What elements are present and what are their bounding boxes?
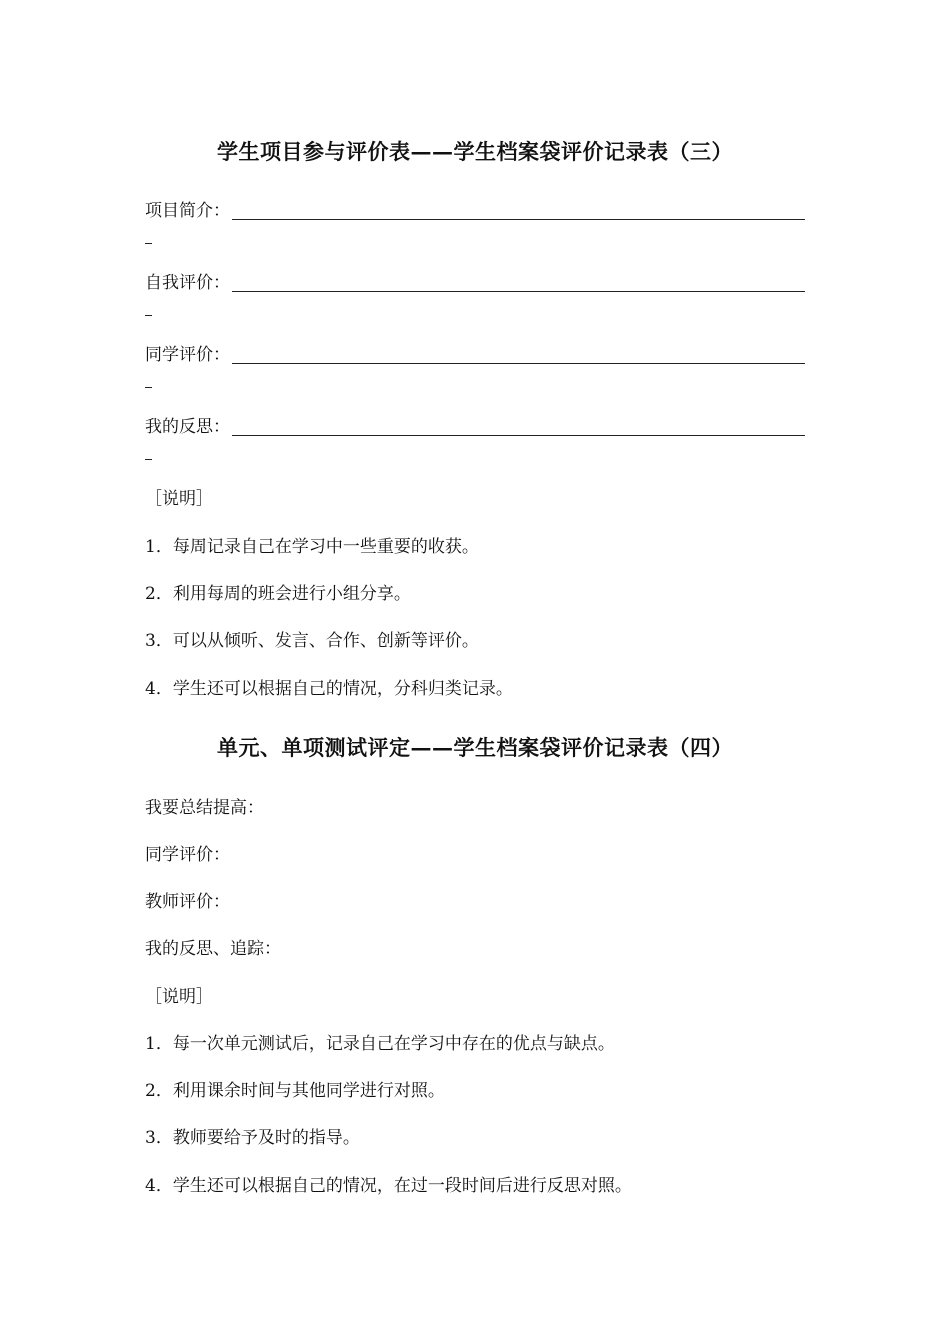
field-project-intro[interactable]: [145, 198, 805, 224]
section4-title: 单元、单项测试评定——学生档案袋评价记录表（四）: [217, 735, 733, 760]
field-label: 我的反思：: [145, 417, 230, 437]
fill-line: [232, 219, 805, 220]
note-item: 2．利用每周的班会进行小组分享。: [145, 584, 411, 604]
fill-line-tail: [145, 387, 152, 388]
field-peer-evaluation[interactable]: 同学评价：: [145, 845, 230, 865]
fill-line: [232, 363, 805, 364]
field-teacher-evaluation[interactable]: 教师评价：: [145, 892, 230, 912]
field-reflection-tracking[interactable]: 我的反思、追踪：: [145, 939, 281, 959]
section3-title: 学生项目参与评价表——学生档案袋评价记录表（三）: [217, 139, 733, 164]
fill-line: [232, 435, 805, 436]
field-label: 同学评价：: [145, 345, 230, 365]
fill-line-tail: [145, 243, 152, 244]
fill-line-tail: [145, 315, 152, 316]
note-item: 4．学生还可以根据自己的情况，分科归类记录。: [145, 679, 513, 699]
note-item: 1．每一次单元测试后，记录自己在学习中存在的优点与缺点。: [145, 1034, 615, 1054]
note-item: 3．教师要给予及时的指导。: [145, 1128, 360, 1148]
field-label: 项目简介：: [145, 201, 230, 221]
note-item: 1．每周记录自己在学习中一些重要的收获。: [145, 537, 479, 557]
field-peer-evaluation[interactable]: [145, 342, 805, 368]
note-item: 2．利用课余时间与其他同学进行对照。: [145, 1081, 445, 1101]
field-my-reflection[interactable]: [145, 414, 805, 440]
field-summary-improve[interactable]: 我要总结提高：: [145, 798, 264, 818]
note-item: 4．学生还可以根据自己的情况，在过一段时间后进行反思对照。: [145, 1176, 632, 1196]
notes-header: ［说明］: [145, 489, 213, 509]
notes-header: ［说明］: [145, 987, 213, 1007]
fill-line-tail: [145, 459, 152, 460]
fill-line: [232, 291, 805, 292]
field-label: 自我评价：: [145, 273, 230, 293]
note-item: 3．可以从倾听、发言、合作、创新等评价。: [145, 631, 479, 651]
field-self-evaluation[interactable]: [145, 270, 805, 296]
